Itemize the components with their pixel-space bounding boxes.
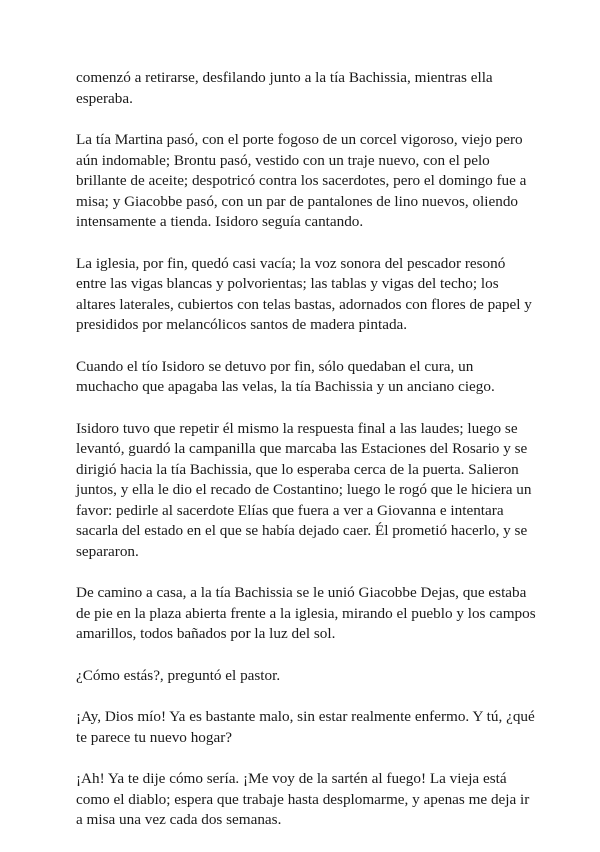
paragraph: ¡Ay, Dios mío! Ya es bastante malo, sin estar realmente enfermo. Y tú, ¿qué te parece tu nuevo hogar?	[76, 708, 535, 746]
paragraph: ¡Ah! Ya te dije cómo sería. ¡Me voy de la sartén al fuego! La vieja está como el diablo; espera que trabaje hasta desplomarme, y apenas me deja ir a misa una vez cada dos semanas.	[76, 770, 530, 828]
paragraph: Cuando el tío Isidoro se detuvo por fin, sólo quedaban el cura, un muchacho que apagaba las velas, la tía Bachissia y un anciano ciego.	[76, 357, 495, 395]
paragraph: Isidoro tuvo que repetir él mismo la respuesta final a las laudes; luego se levantó, guardó la campanilla que marcaba las Estaciones del Rosario y se dirigió hacia la tía Bachissia, que lo esperaba cerca de la puerta. Salieron juntos, y ella le dio el recado de Costantino; luego le rogó que le hiciera un favor: pedirle al sacerdote Elías que fuera a ver a Giovanna e intentara sacarla del estado en el que se había dejado caer. Él prometió hacerlo, y se separaron.	[76, 419, 532, 560]
paragraph: ¿Cómo estás?, preguntó el pastor.	[76, 666, 281, 684]
document-page	[76, 68, 536, 852]
paragraph: La iglesia, por fin, quedó casi vacía; la voz sonora del pescador resonó entre las vigas blancas y polvorientas; las tablas y vigas del techo; los altares laterales, cubiertos con telas bastas, adornados con flores de papel y presididos por melancólicos santos de madera pintada.	[76, 254, 532, 333]
paragraph: comenzó a retirarse, desfilando junto a la tía Bachissia, mientras ella esperaba.	[76, 69, 493, 107]
paragraph: La tía Martina pasó, con el porte fogoso de un corcel vigoroso, viejo pero aún indomable; Brontu pasó, vestido con un traje nuevo, con el pelo brillante de aceite; despotricó contra los sacerdotes, pero el domingo fue a misa; y Giacobbe pasó, con un par de pantalones de lino nuevos, oliendo intensamente a tienda. Isidoro seguía cantando.	[76, 131, 527, 230]
paragraph: De camino a casa, a la tía Bachissia se le unió Giacobbe Dejas, que estaba de pie en la plaza abierta frente a la iglesia, mirando el pueblo y los campos amarillos, todos bañados por la luz del sol.	[76, 584, 536, 642]
